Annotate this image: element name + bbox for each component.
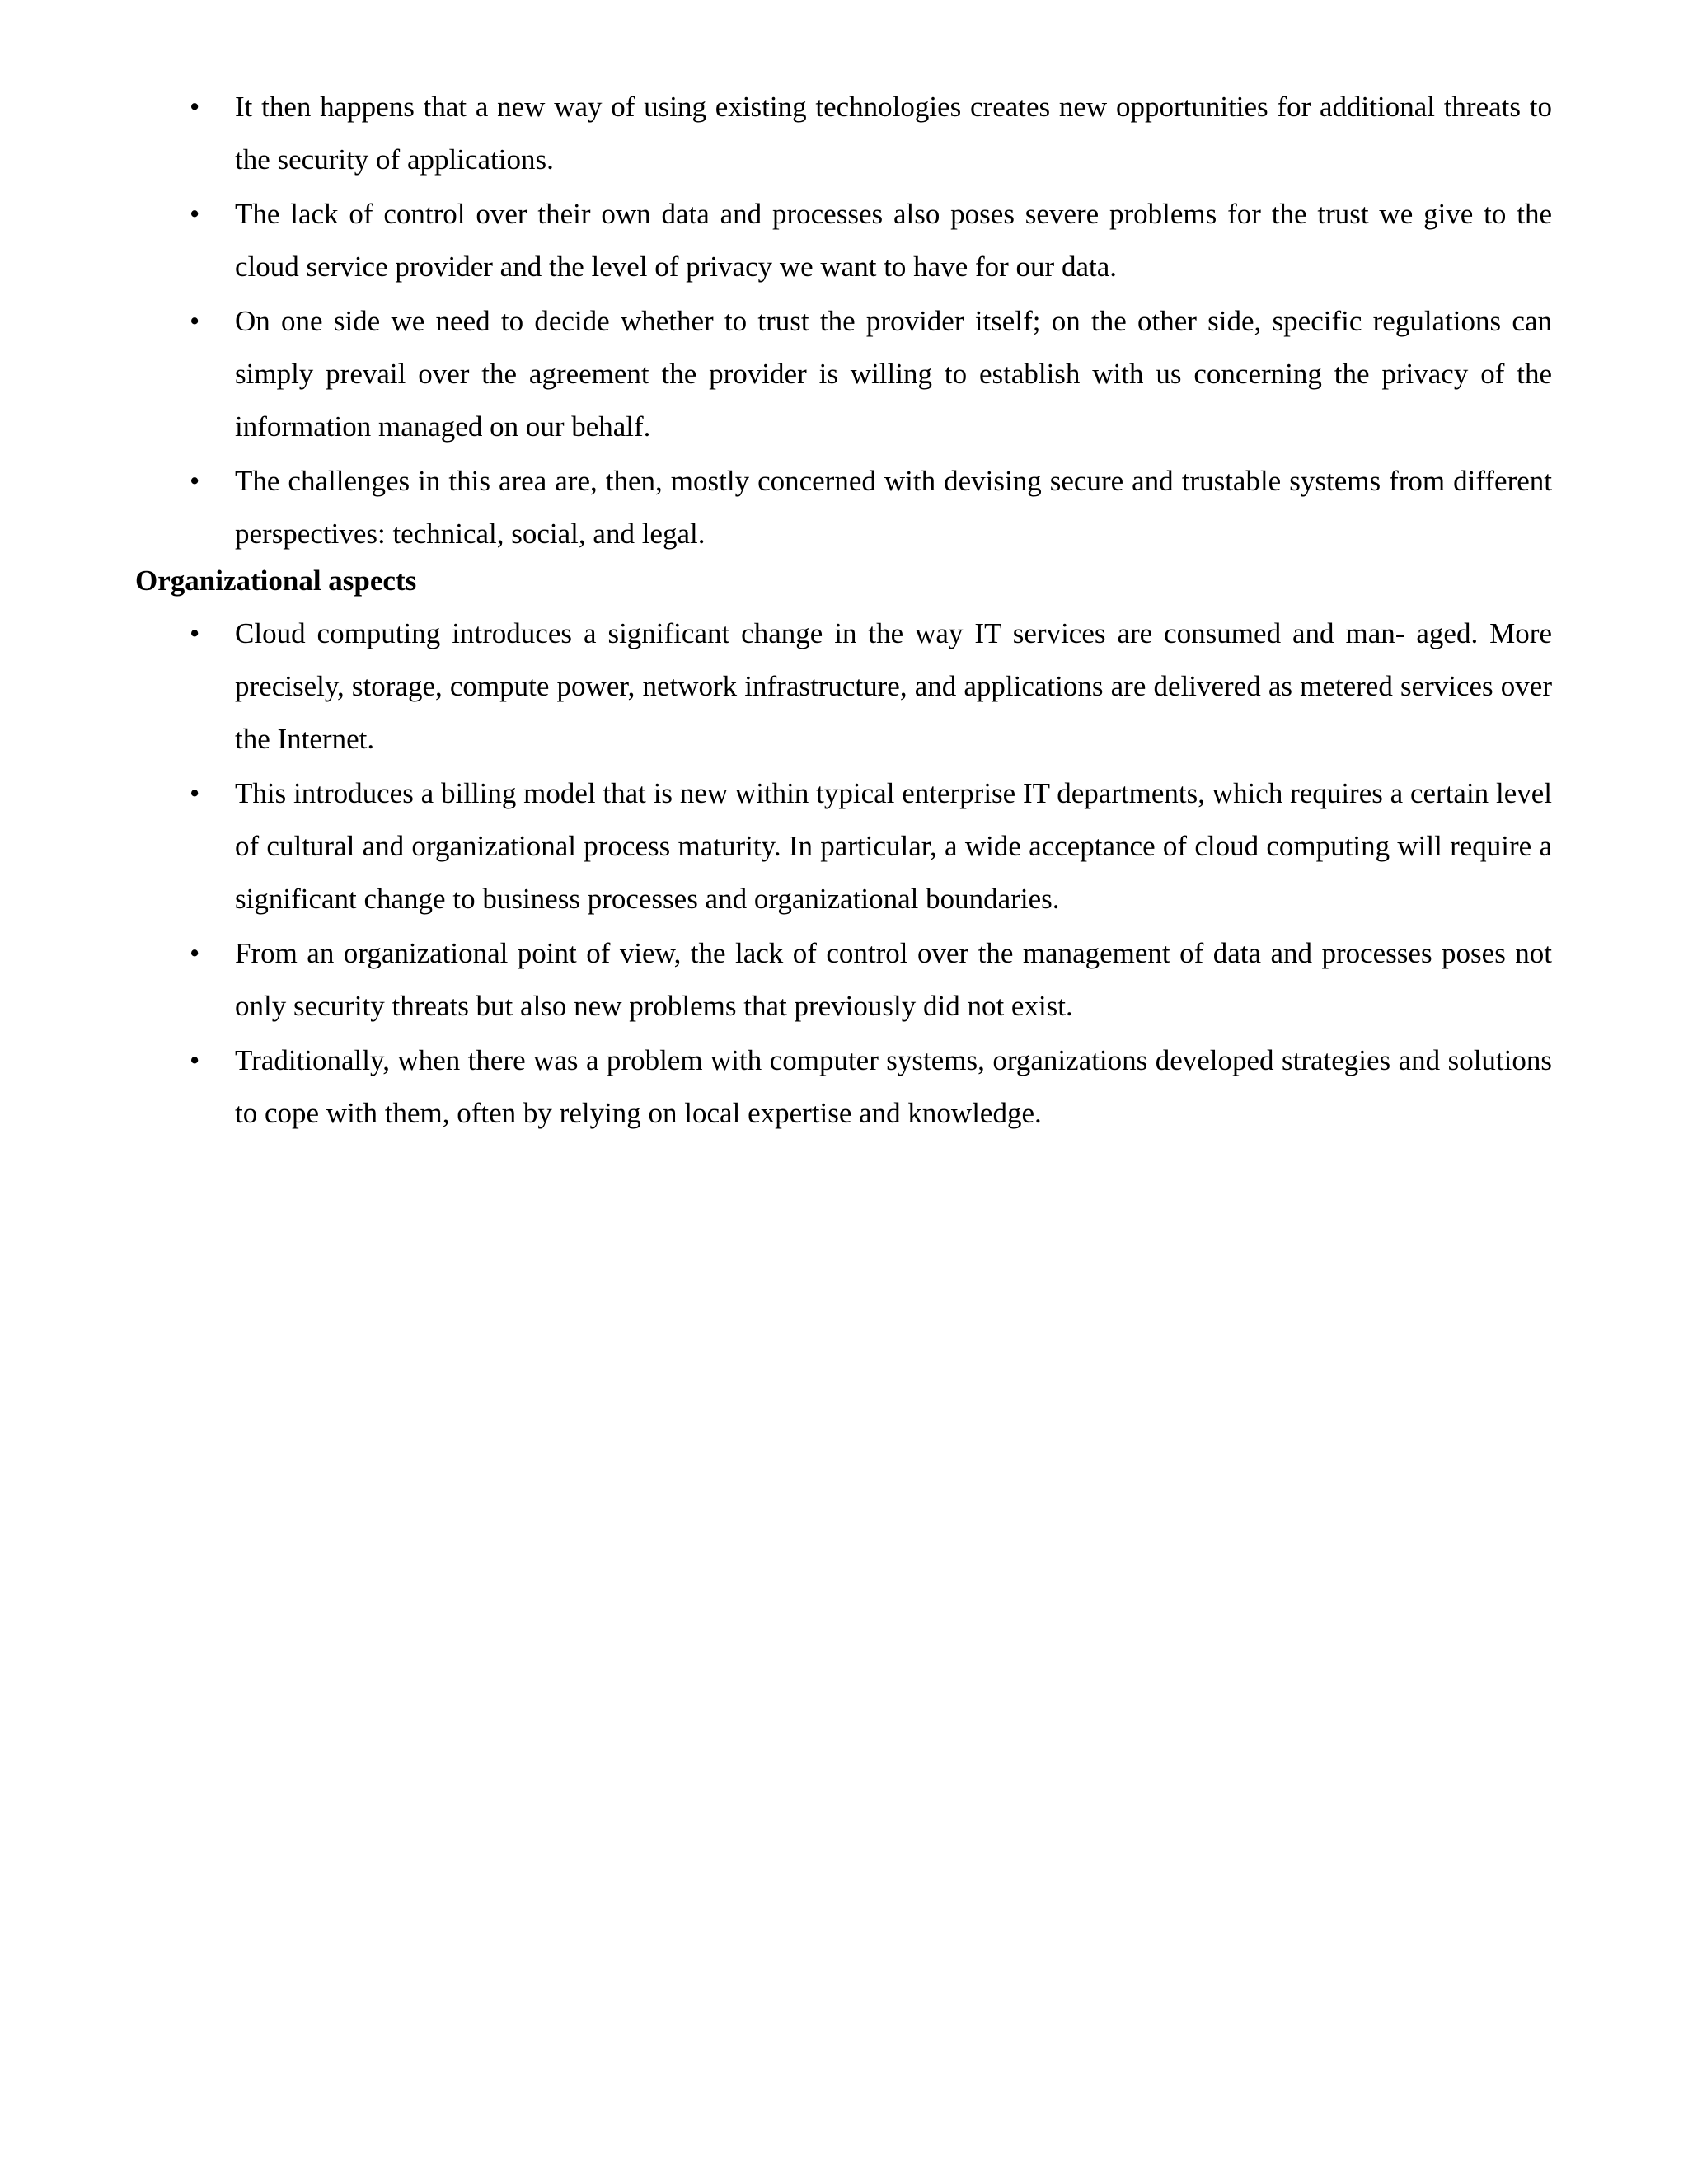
- bullet-text: From an organizational point of view, the lack of control over the management of data and processes poses not only security threats but also new problems that previously did not exist.: [235, 937, 1552, 1022]
- bullet-item: [185, 455, 1552, 560]
- bullet-text: Traditionally, when there was a problem with computer systems, organizations developed strategies and solutions to cope with them, often by relying on local expertise and knowledge.: [235, 1044, 1552, 1129]
- bullet-text: Cloud computing introduces a significant change in the way IT services are consumed and man- aged. More precisely, storage, compute power, network infrastructure, and applications are delivered as metered services over the Internet.: [235, 617, 1552, 755]
- bullet-text: It then happens that a new way of using existing technologies creates new opportunities for additional threats to the security of applications.: [235, 91, 1552, 176]
- security-bullet-list: [185, 81, 1552, 562]
- bullet-text: On one side we need to decide whether to trust the provider itself; on the other side, specific regulations can simply prevail over the agreement the provider is willing to establish with us concerning the privacy of the information managed on our behalf.: [235, 305, 1552, 443]
- bullet-icon: •: [190, 937, 200, 969]
- bullet-icon: •: [190, 617, 200, 649]
- bullet-item: [185, 188, 1552, 293]
- section-heading: Organizational aspects: [135, 565, 417, 597]
- bullet-icon: •: [190, 91, 200, 123]
- bullet-item: [185, 81, 1552, 186]
- bullet-item: [185, 767, 1552, 926]
- bullet-item: [185, 607, 1552, 766]
- bullet-icon: •: [190, 305, 200, 337]
- bullet-text: The lack of control over their own data and processes also poses severe problems for the trust we give to the cloud service provider and the level of privacy we want to have for our data.: [235, 198, 1552, 283]
- organizational-bullet-list: [185, 607, 1552, 1141]
- bullet-icon: •: [190, 198, 200, 230]
- bullet-item: [185, 927, 1552, 1033]
- bullet-icon: •: [190, 777, 200, 809]
- bullet-text: This introduces a billing model that is new within typical enterprise IT departments, which requires a certain level of cultural and organizational process maturity. In particular, a wide acceptance of cloud computing will require a significant change to business processes and organizational boundaries.: [235, 777, 1552, 915]
- bullet-icon: •: [190, 465, 200, 497]
- bullet-icon: •: [190, 1044, 200, 1076]
- bullet-text: The challenges in this area are, then, mostly concerned with devising secure and trustable systems from different perspectives: technical, social, and legal.: [235, 465, 1552, 550]
- bullet-item: [185, 1034, 1552, 1140]
- bullet-item: [185, 295, 1552, 453]
